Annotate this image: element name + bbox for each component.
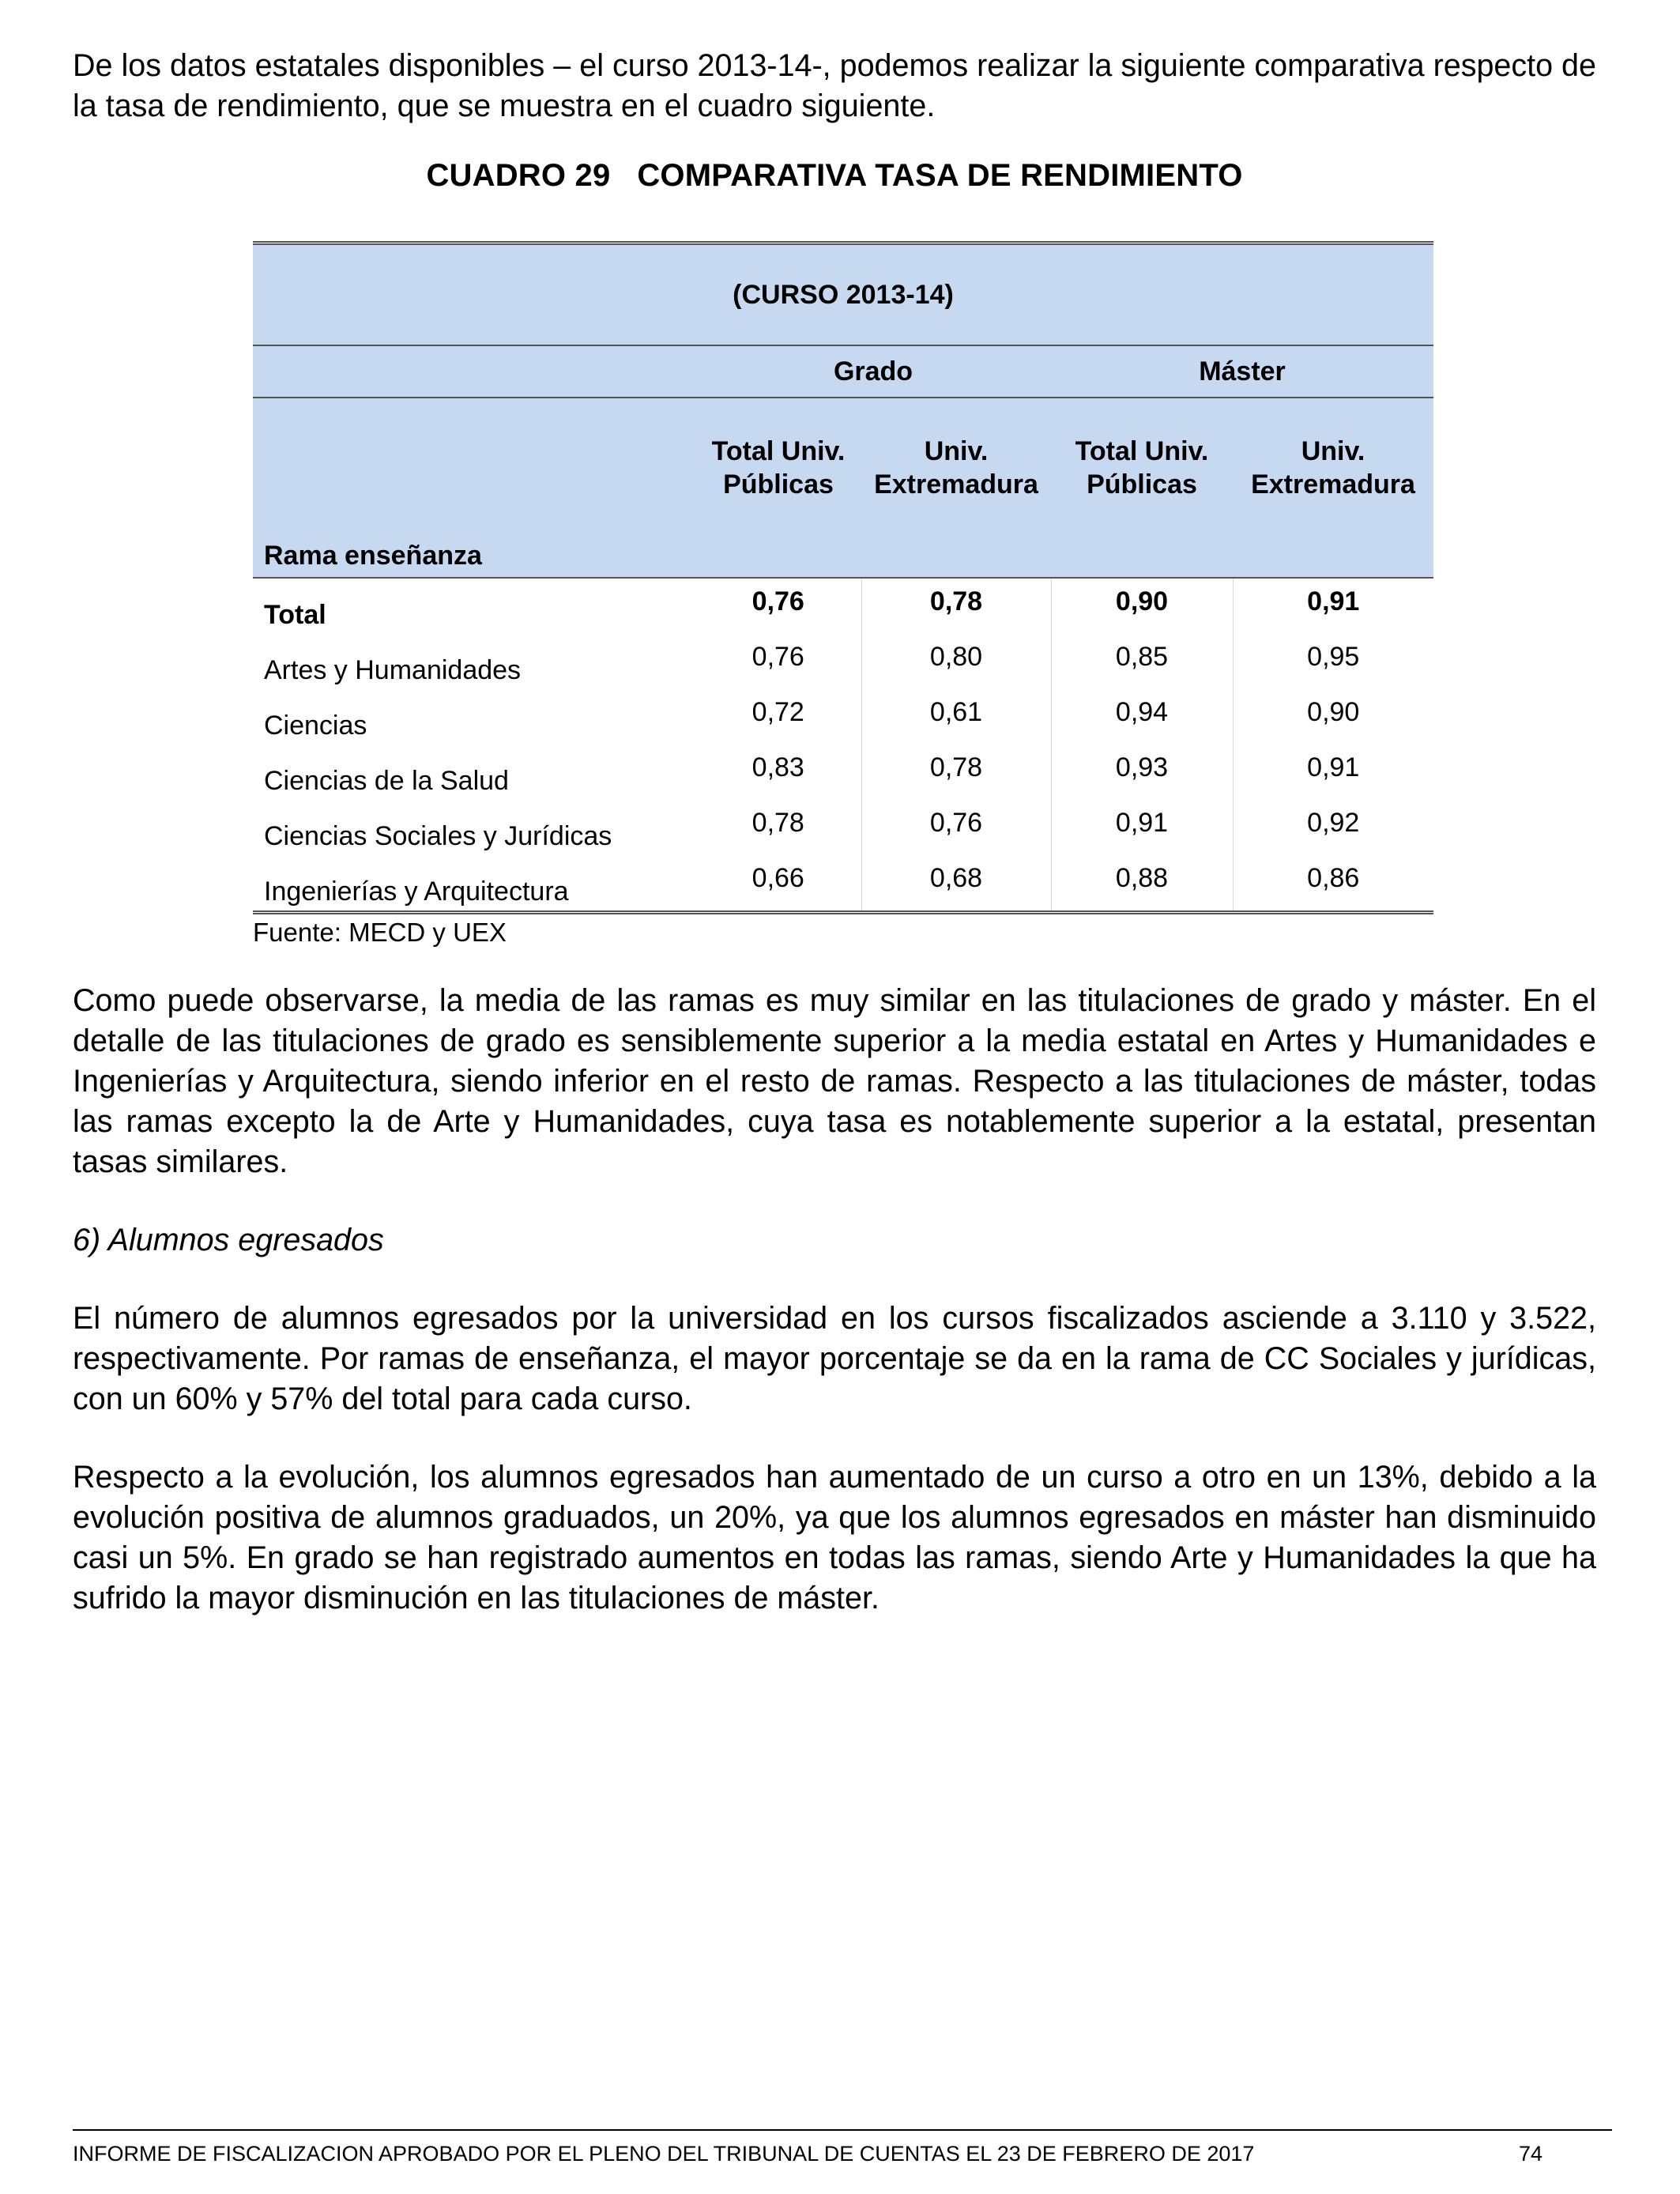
table-caption: CUADRO 29 COMPARATIVA TASA DE RENDIMIENTO bbox=[426, 158, 1243, 193]
row-label: Ciencias de la Salud bbox=[264, 766, 509, 796]
header-row-curso bbox=[253, 243, 1433, 346]
cell-value: 0,80 bbox=[861, 634, 1051, 689]
table-row bbox=[253, 855, 1433, 913]
rendimiento-table bbox=[253, 241, 1433, 914]
cell-value: 0,90 bbox=[1051, 578, 1233, 634]
cell-value: 0,61 bbox=[861, 689, 1051, 745]
header-row-groups bbox=[253, 345, 1433, 398]
table-row bbox=[253, 689, 1433, 745]
footer-divider bbox=[73, 2129, 1612, 2131]
cell-value: 0,78 bbox=[861, 745, 1051, 800]
table-row bbox=[253, 800, 1433, 855]
footer-text: INFORME DE FISCALIZACION APROBADO POR EL PLENO DEL TRIBUNAL DE CUENTAS EL 23 DE FEBRERO DE 2017 bbox=[73, 2142, 1255, 2166]
header-row-sub bbox=[253, 398, 1433, 578]
sub-header-master-publicas: Total Univ. Públicas bbox=[1051, 398, 1233, 578]
cell-value: 0,76 bbox=[751, 586, 804, 616]
cell-value: 0,72 bbox=[751, 697, 804, 727]
cell-value: 0,86 bbox=[1233, 855, 1433, 913]
egresados-paragraph: El número de alumnos egresados por la universidad en los cursos fiscalizados asciende a 3.110 y 3.522, respectivamente. Por ramas de enseñanza, el mayor porcentaje se da en la rama de CC Sociales y jurídicas, con un 60% y 57% del total para cada curso. bbox=[73, 1301, 1596, 1416]
section-title: 6) Alumnos egresados bbox=[73, 1223, 384, 1257]
evolucion-paragraph: Respecto a la evolución, los alumnos egresados han aumentado de un curso a otro en un 13%, debido a la evolución positiva de alumnos graduados, un 20%, ya que los alumnos egresados en máster han disminuido casi un 5%. En grado se han registrado aumentos en todas las ramas, siendo Arte y Humanidades la que ha sufrido la mayor disminución en las titulaciones de máster. bbox=[73, 1460, 1596, 1615]
analysis-paragraph: Como puede observarse, la media de las ramas es muy similar en las titulaciones de grado y máster. En el detalle de las titulaciones de grado es sensiblemente superior a la media estatal en Artes y Humanidades e Ingenierías y Arquitectura, siendo inferior en el resto de ramas. Respecto a las titulaciones de máster, todas las ramas excepto la de Arte y Humanidades, cuya tasa es notablemente superior a la estatal, presentan tasas similares. bbox=[73, 983, 1596, 1179]
cell-value: 0,66 bbox=[695, 855, 861, 913]
rama-header: Rama enseñanza bbox=[253, 398, 695, 578]
cell-value: 0,94 bbox=[1051, 689, 1233, 745]
cell-value: 0,91 bbox=[1051, 800, 1233, 855]
cell-value: 0,91 bbox=[1233, 745, 1433, 800]
curso-header: (CURSO 2013-14) bbox=[733, 279, 954, 310]
cell-value: 0,92 bbox=[1233, 800, 1433, 855]
cell-value: 0,76 bbox=[751, 642, 804, 672]
table-source: Fuente: MECD y UEX bbox=[253, 918, 507, 947]
cell-value: 0,91 bbox=[1233, 578, 1433, 634]
cell-value: 0,78 bbox=[751, 808, 804, 838]
row-label: Ciencias bbox=[264, 711, 367, 741]
cell-value: 0,83 bbox=[751, 752, 804, 782]
group-empty-cell bbox=[253, 345, 695, 398]
cell-value: 0,85 bbox=[1051, 634, 1233, 689]
group-grado-header: Grado bbox=[695, 345, 1051, 398]
row-label: Artes y Humanidades bbox=[264, 655, 522, 685]
cell-value: 0,90 bbox=[1233, 689, 1433, 745]
table-row bbox=[253, 634, 1433, 689]
group-master-header: Máster bbox=[1051, 345, 1433, 398]
sub-header-grado-publicas: Total Univ. Públicas bbox=[695, 398, 861, 578]
document-page bbox=[73, 46, 1596, 1619]
cell-value: 0,88 bbox=[1051, 855, 1233, 913]
row-label: Ingenierías y Arquitectura bbox=[253, 855, 695, 913]
table-row bbox=[253, 578, 1433, 634]
page-footer bbox=[73, 2142, 1543, 2166]
sub-header-master-uex: Univ. Extremadura bbox=[1233, 398, 1433, 578]
intro-paragraph: De los datos estatales disponibles – el curso 2013-14-, podemos realizar la siguiente comparativa respecto de la tasa de rendimiento, que se muestra en el cuadro siguiente. bbox=[73, 48, 1596, 123]
cell-value: 0,93 bbox=[1051, 745, 1233, 800]
cell-value: 0,78 bbox=[861, 578, 1051, 634]
cell-value: 0,95 bbox=[1233, 634, 1433, 689]
sub-header-grado-uex: Univ. Extremadura bbox=[861, 398, 1051, 578]
cell-value: 0,68 bbox=[861, 855, 1051, 913]
cell-value: 0,76 bbox=[861, 800, 1051, 855]
rendimiento-table-wrap bbox=[253, 241, 1433, 948]
page-number: 74 bbox=[1518, 2142, 1543, 2166]
table-row bbox=[253, 745, 1433, 800]
row-label: Ciencias Sociales y Jurídicas bbox=[264, 821, 612, 851]
row-label: Total bbox=[264, 600, 326, 630]
